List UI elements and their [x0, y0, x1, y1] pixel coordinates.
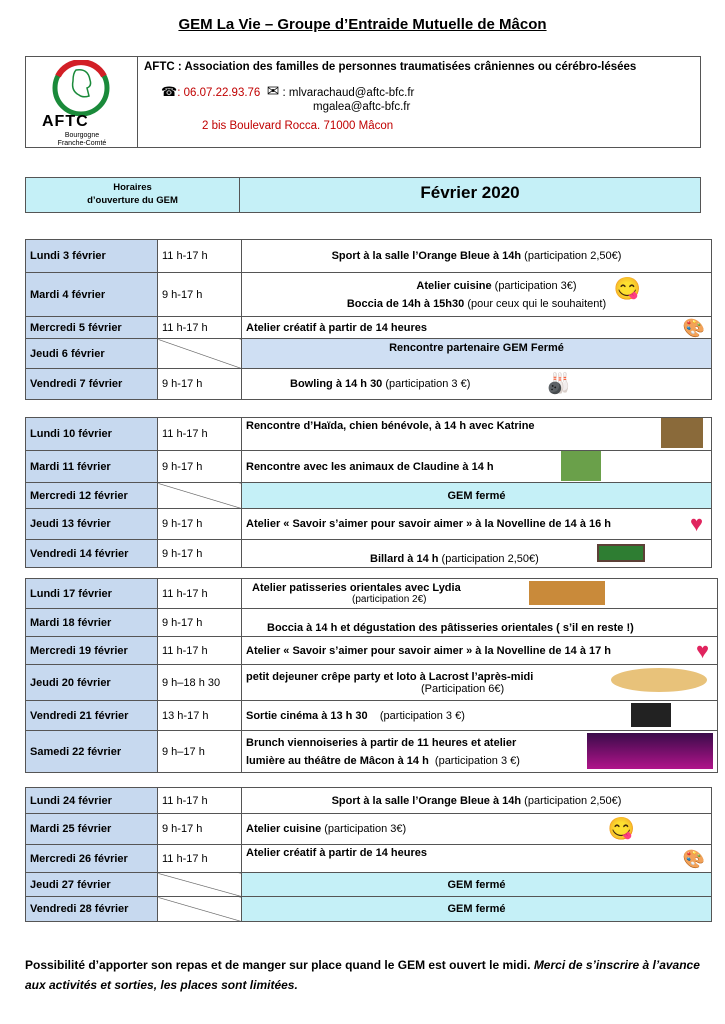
day-cell: Vendredi 7 février [26, 369, 158, 400]
activity-cell: Rencontre partenaire GEM Fermé [242, 339, 712, 369]
day-cell: Jeudi 27 février [26, 873, 158, 897]
logo-emblem-icon [38, 60, 124, 116]
table-row [26, 317, 712, 339]
hours-cell: 11 h-17 h [158, 418, 242, 451]
hours-cell: 9 h-17 h [158, 814, 242, 845]
activity-cell: Billard à 14 h (participation 2,50€) [242, 540, 712, 568]
hours-cell: 9 h-17 h [158, 609, 242, 637]
day-cell: Vendredi 21 février [26, 701, 158, 731]
schedule-header [25, 177, 701, 213]
activity-cell: Sortie cinéma à 13 h 30 (participation 3 €) [242, 701, 718, 731]
day-cell: Jeudi 13 février [26, 509, 158, 540]
smiley-chef-icon: 😋 [613, 276, 641, 301]
phone-icon: ☎ [161, 84, 178, 99]
table-row [26, 609, 718, 637]
day-cell: Jeudi 20 février [26, 665, 158, 701]
table-row [26, 701, 718, 731]
table-row [26, 579, 718, 609]
activity-cell: Rencontre d’Haïda, chien bénévole, à 14 h avec Katrine [242, 418, 712, 451]
logo-region-1: Bourgogne [64, 132, 100, 139]
paint-palette-icon: 🎨 [682, 849, 705, 869]
table-row [26, 814, 712, 845]
table-row [26, 897, 712, 922]
hours-cell: 9 h–18 h 30 [158, 665, 242, 701]
day-cell: Lundi 3 février [26, 240, 158, 273]
hours-cell-empty [158, 483, 242, 509]
hours-cell: 11 h-17 h [158, 788, 242, 814]
table-row [26, 483, 712, 509]
week-3-table [25, 578, 718, 773]
week-2-table [25, 417, 712, 568]
activity-cell: GEM fermé [242, 873, 712, 897]
day-cell: Mardi 11 février [26, 451, 158, 483]
table-row [26, 509, 712, 540]
week-1-table [25, 239, 712, 400]
hours-cell-empty [158, 897, 242, 922]
day-cell: Mercredi 5 février [26, 317, 158, 339]
activity-cell: Brunch viennoiseries à partir de 11 heures et atelier lumière au théâtre de Mâcon à 14 h (participation 3 €) [242, 731, 718, 773]
theatre-stage-photo [587, 733, 713, 769]
billiard-table-icon [597, 544, 645, 562]
paint-palette-icon: 🎨 [682, 318, 705, 338]
activity-cell: Atelier cuisine (participation 3€) 😋 [242, 814, 712, 845]
hours-cell: 9 h-17 h [158, 369, 242, 400]
day-cell: Mardi 4 février [26, 273, 158, 317]
activity-cell: Atelier « Savoir s’aimer pour savoir aimer » à la Novelline de 14 à 17 h ♥ [242, 637, 718, 665]
hours-cell: 11 h-17 h [158, 240, 242, 273]
mail-icon: ✉ [266, 83, 280, 100]
activity-cell: Atelier cuisine (participation 3€) Boccia de 14h à 15h30 (pour ceux qui le souhaitent) 😋 [242, 273, 712, 317]
hours-cell-empty [158, 339, 242, 369]
rabbit-photo [561, 451, 601, 481]
table-row [26, 665, 718, 701]
page-title: GEM La Vie – Groupe d’Entraide Mutuelle de Mâcon [178, 16, 547, 33]
dog-photo [661, 418, 703, 448]
table-row [26, 369, 712, 400]
table-row [26, 451, 712, 483]
hours-cell: 9 h–17 h [158, 731, 242, 773]
hours-cell: 11 h-17 h [158, 317, 242, 339]
email-primary[interactable]: : mlvarachaud@aftc-bfc.fr [282, 87, 415, 99]
day-cell: Mardi 25 février [26, 814, 158, 845]
table-row [26, 418, 712, 451]
day-cell: Lundi 17 février [26, 579, 158, 609]
logo-name: AFTC [42, 113, 89, 130]
week-4-table [25, 787, 712, 922]
activity-cell: Bowling à 14 h 30 (participation 3 €) 🎳 [242, 369, 712, 400]
activity-cell: Atelier créatif à partir de 14 heures 🎨 [242, 845, 712, 873]
day-cell: Jeudi 6 février [26, 339, 158, 369]
hours-cell: 11 h-17 h [158, 637, 242, 665]
contact-line [161, 82, 414, 100]
activity-cell: petit dejeuner crêpe party et loto à Lacrost l’après-midi (Participation 6€) [242, 665, 718, 701]
activity-cell: Rencontre avec les animaux de Claudine à 14 h [242, 451, 712, 483]
table-row [26, 637, 718, 665]
activity-cell: Atelier « Savoir s’aimer pour savoir aimer » à la Novelline de 14 à 16 h ♥ [242, 509, 712, 540]
opening-hours-label: Horaires d’ouverture du GEM [26, 178, 240, 212]
association-name: AFTC : Association des familles de personnes traumatisées crâniennes ou cérébro-lésées [144, 61, 637, 73]
pastries-photo [529, 581, 605, 605]
cinema-projector-icon [631, 703, 671, 727]
heart-icon: ♥ [689, 511, 703, 536]
table-row [26, 845, 712, 873]
bowling-icon: 🎳 [546, 373, 571, 395]
activity-cell: GEM fermé [242, 897, 712, 922]
activity-cell: Atelier patisseries orientales avec Lydia (participation 2€) [242, 579, 718, 609]
day-cell: Lundi 24 février [26, 788, 158, 814]
hours-cell: 11 h-17 h [158, 845, 242, 873]
table-row [26, 240, 712, 273]
table-row [26, 873, 712, 897]
logo-region-2: Franche-Comté [57, 140, 107, 147]
hours-cell: 9 h-17 h [158, 540, 242, 568]
month-title: Février 2020 [420, 183, 520, 202]
association-header [25, 56, 701, 148]
hours-cell: 9 h-17 h [158, 509, 242, 540]
day-cell: Vendredi 14 février [26, 540, 158, 568]
crepes-photo [611, 668, 707, 692]
hours-cell: 13 h-17 h [158, 701, 242, 731]
activity-cell: Atelier créatif à partir de 14 heures 🎨 [242, 317, 712, 339]
day-cell: Lundi 10 février [26, 418, 158, 451]
day-cell: Mercredi 12 février [26, 483, 158, 509]
heart-icon: ♥ [695, 638, 709, 663]
hours-cell-empty [158, 873, 242, 897]
email-secondary[interactable]: mgalea@aftc-bfc.fr [313, 101, 411, 113]
table-row [26, 731, 718, 773]
hours-cell: 9 h-17 h [158, 273, 242, 317]
day-cell: Mercredi 26 février [26, 845, 158, 873]
aftc-logo [26, 57, 138, 147]
footer-note: Possibilité d’apporter son repas et de manger sur place quand le GEM est ouvert le midi. Merci de s’inscrire à l’avance aux activités et sorties, les places sont limitées. [25, 958, 700, 992]
hours-cell: 11 h-17 h [158, 579, 242, 609]
phone-number: : 06.07.22.93.76 [177, 87, 261, 99]
day-cell: Samedi 22 février [26, 731, 158, 773]
activity-cell: Sport à la salle l’Orange Bleue à 14h (participation 2,50€) [242, 788, 712, 814]
hours-cell: 9 h-17 h [158, 451, 242, 483]
table-row [26, 788, 712, 814]
smiley-chef-icon: 😋 [607, 816, 635, 841]
day-cell: Vendredi 28 février [26, 897, 158, 922]
day-cell: Mardi 18 février [26, 609, 158, 637]
activity-cell: GEM fermé [242, 483, 712, 509]
table-row [26, 339, 712, 369]
activity-cell: Sport à la salle l’Orange Bleue à 14h (participation 2,50€) [242, 240, 712, 273]
table-row [26, 540, 712, 568]
activity-cell: Boccia à 14 h et dégustation des pâtisseries orientales ( s’il en reste !) [242, 609, 718, 637]
day-cell: Mercredi 19 février [26, 637, 158, 665]
address: 2 bis Boulevard Rocca. 71000 Mâcon [202, 120, 394, 132]
table-row [26, 273, 712, 317]
